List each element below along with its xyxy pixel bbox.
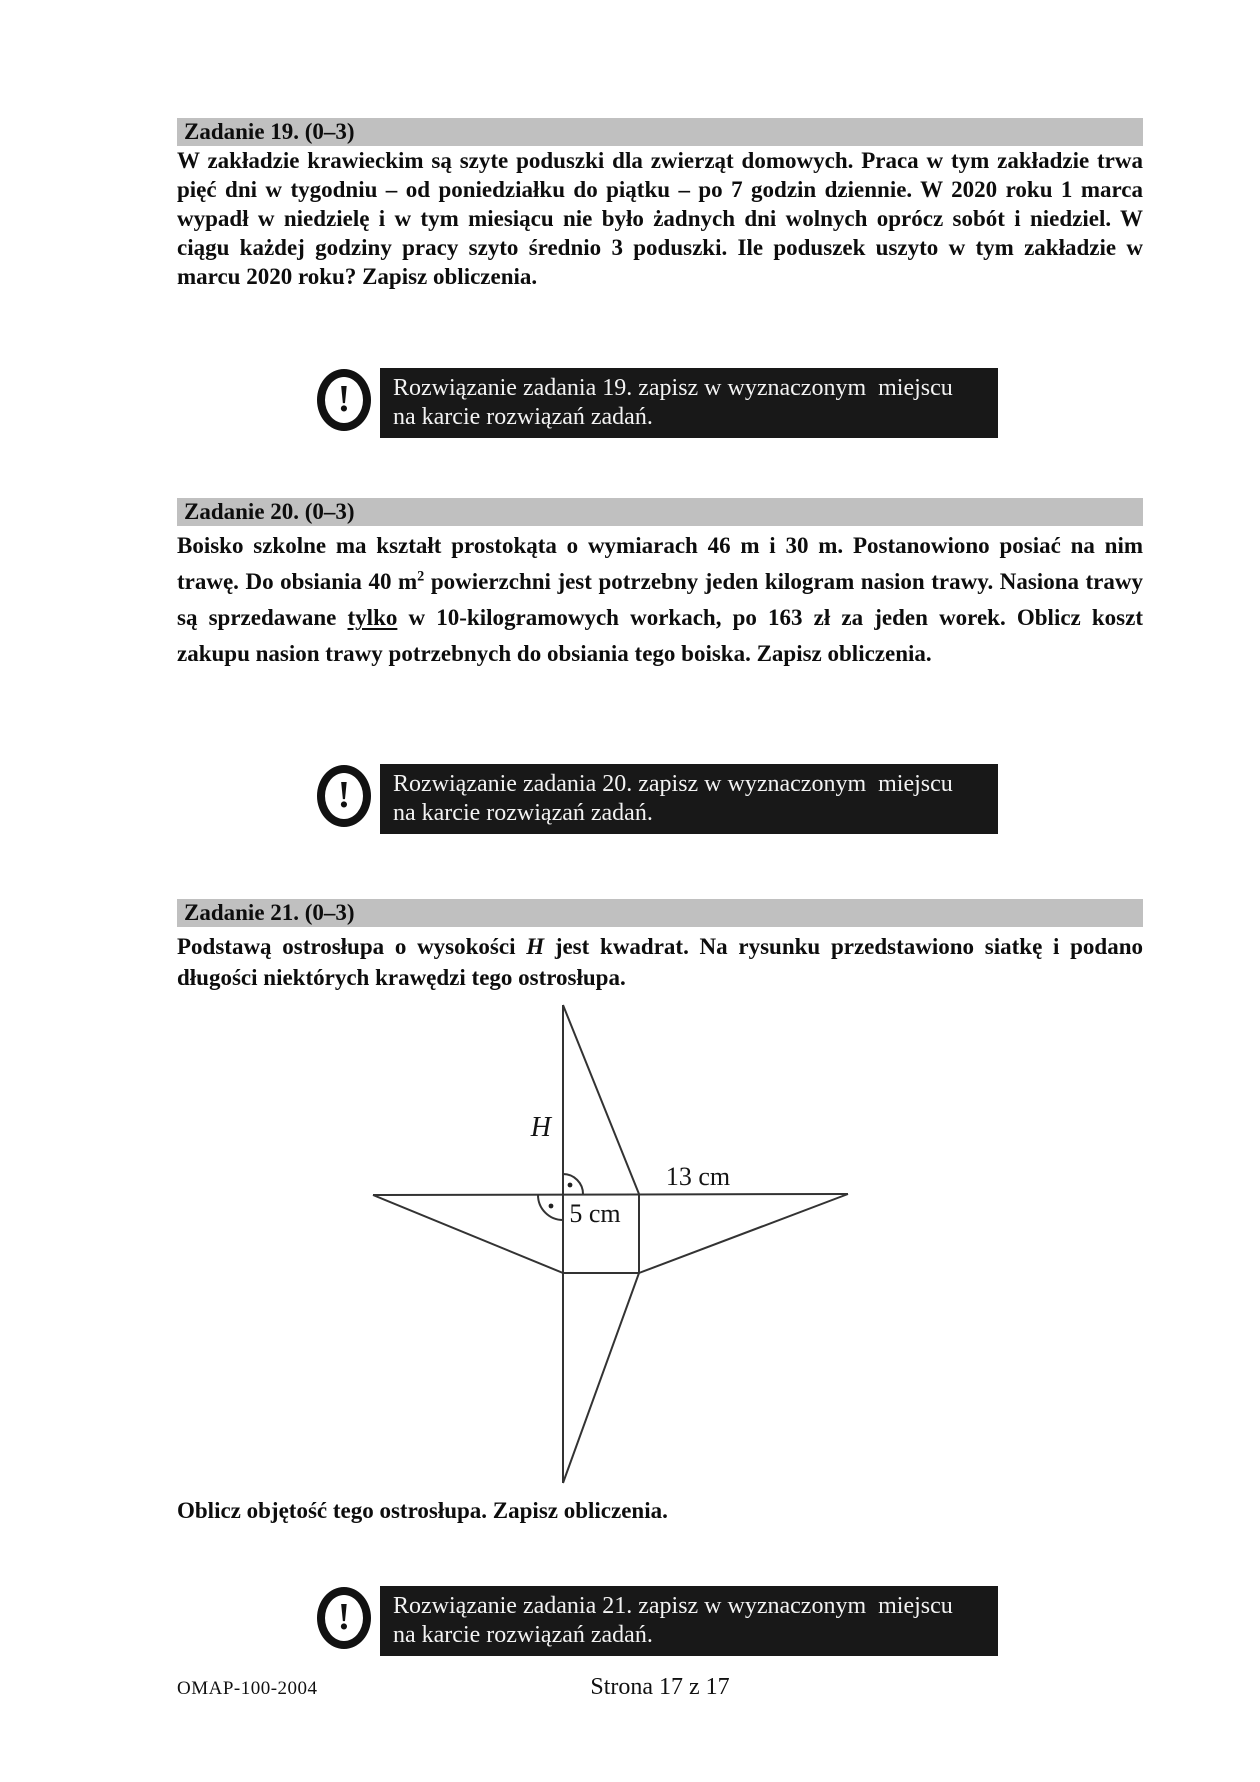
notice-line: na karcie rozwiązań zadań. (393, 1622, 653, 1648)
task-19-notice-box (380, 368, 998, 438)
footer-page-number: Strona 17 z 17 (590, 1674, 730, 1700)
height-label: H (530, 1112, 551, 1143)
task-21-paragraph: Podstawą ostrosłupa o wysokości H jest kwadrat. Na rysunku przedstawiono siatkę i podano długości niektórych krawędzi tego ostrosłupa. (177, 934, 1143, 990)
right-angle-dot-lower (549, 1204, 554, 1209)
notice-line: Rozwiązanie zadania 20. zapisz w wyznaczonym miejscu (393, 771, 953, 797)
task-21-header-label: Zadanie 21. (0–3) (184, 900, 355, 925)
footer-document-code: OMAP-100-2004 (177, 1678, 318, 1699)
notice-line: Rozwiązanie zadania 19. zapisz w wyznaczonym miejscu (393, 375, 953, 401)
top-triangle-hypotenuse (563, 1005, 639, 1194)
right-angle-dot-upper (568, 1183, 573, 1188)
exclamation-icon: ! (317, 369, 371, 431)
right-angle-arc-lower (538, 1195, 563, 1220)
exclamation-icon: ! (317, 1587, 371, 1649)
right-triangle-hypotenuse (639, 1194, 848, 1273)
notice-line: na karcie rozwiązań zadań. (393, 800, 653, 826)
task-20-paragraph: Boisko szkolne ma kształt prostokąta o wymiarach 46 m i 30 m. Postanowiono posiać na nim trawę. Do obsiania 40 $m^2$ powierzchni jest potrzebny jeden kilogram nasion trawy. Nasiona trawy są sprzedawane tylko w 10-kilogramowych workach, po 163 zł za jeden worek. Oblicz koszt zakupu nasion trawy potrzebnych do obsiania tego boiska. Zapisz obliczenia. (177, 533, 1143, 666)
task-19-header-bar (177, 118, 1143, 146)
right-angle-arc-upper (563, 1174, 583, 1194)
task-19-header-label: Zadanie 19. (0–3) (184, 119, 355, 144)
bottom-triangle-hypotenuse (563, 1273, 639, 1483)
task-19-paragraph: W zakładzie krawieckim są szyte poduszki dla zwierząt domowych. Praca w tym zakładzie trwa pięć dni w tygodniu – od poniedziałku do piątku – po 7 godzin dziennie. W 2020 roku 1 marca wypadł w niedzielę i w tym miesiącu nie było żadnych dni wolnych oprócz sobót i niedziel. W ciągu każdej godziny pracy szyto średnio 3 poduszki. Ile poduszek uszyto w tym zakładzie w marcu 2020 roku? Zapisz obliczenia. (177, 148, 1143, 289)
left-triangle-hypotenuse (373, 1195, 563, 1273)
horizontal-base-line (373, 1194, 848, 1195)
task-20-header-label: Zadanie 20. (0–3) (184, 499, 355, 524)
task-21-header-bar (177, 899, 1143, 927)
exclamation-icon: ! (317, 765, 371, 827)
notice-line: na karcie rozwiązań zadań. (393, 404, 653, 430)
side-5cm-label: 5 cm (569, 1199, 621, 1228)
task-20-header-bar (177, 498, 1143, 526)
task-21-followup-text: Oblicz objętość tego ostrosłupa. Zapisz obliczenia. (177, 1498, 668, 1523)
edge-13cm-label: 13 cm (665, 1162, 731, 1191)
notice-line: Rozwiązanie zadania 21. zapisz w wyznaczonym miejscu (393, 1593, 953, 1619)
task-20-notice-box (380, 764, 998, 834)
task-21-notice-box (380, 1586, 998, 1656)
